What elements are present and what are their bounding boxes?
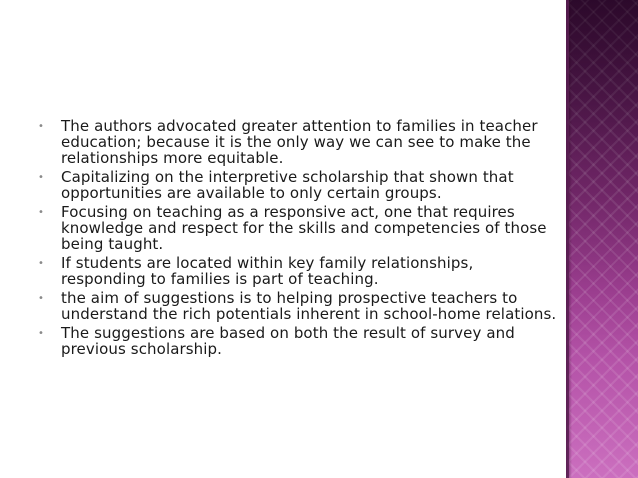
bullet-text: Capitalizing on the interpretive scholarship that shown that opportunities are available to only certain groups. xyxy=(61,168,514,202)
decorative-side-band xyxy=(566,0,638,478)
bullet-item xyxy=(38,325,558,357)
bullet-item xyxy=(38,255,558,287)
bullet-item xyxy=(38,169,558,201)
bullet-text: Focusing on teaching as a responsive act, one that requires knowledge and respect for the skills and competencies of those being taught. xyxy=(61,203,547,253)
bullet-icon: • xyxy=(38,172,44,183)
bullet-item xyxy=(38,204,558,252)
slide-content xyxy=(38,118,558,360)
decorative-side-band-edge xyxy=(566,0,569,478)
bullet-icon: • xyxy=(38,121,44,132)
bullet-item xyxy=(38,118,558,166)
bullet-text: The suggestions are based on both the result of survey and previous scholarship. xyxy=(61,324,515,358)
bullet-list xyxy=(38,118,558,357)
bullet-text: The authors advocated greater attention to families in teacher education; because it is the only way we can see to make the relationships more equitable. xyxy=(61,117,538,167)
bullet-icon: • xyxy=(38,258,44,269)
bullet-icon: • xyxy=(38,293,44,304)
bullet-text: If students are located within key family relationships, responding to families is part of teaching. xyxy=(61,254,474,288)
bullet-icon: • xyxy=(38,207,44,218)
bullet-item xyxy=(38,290,558,322)
bullet-text: the aim of suggestions is to helping prospective teachers to understand the rich potentials inherent in school-home relations. xyxy=(61,289,557,323)
bullet-icon: • xyxy=(38,328,44,339)
